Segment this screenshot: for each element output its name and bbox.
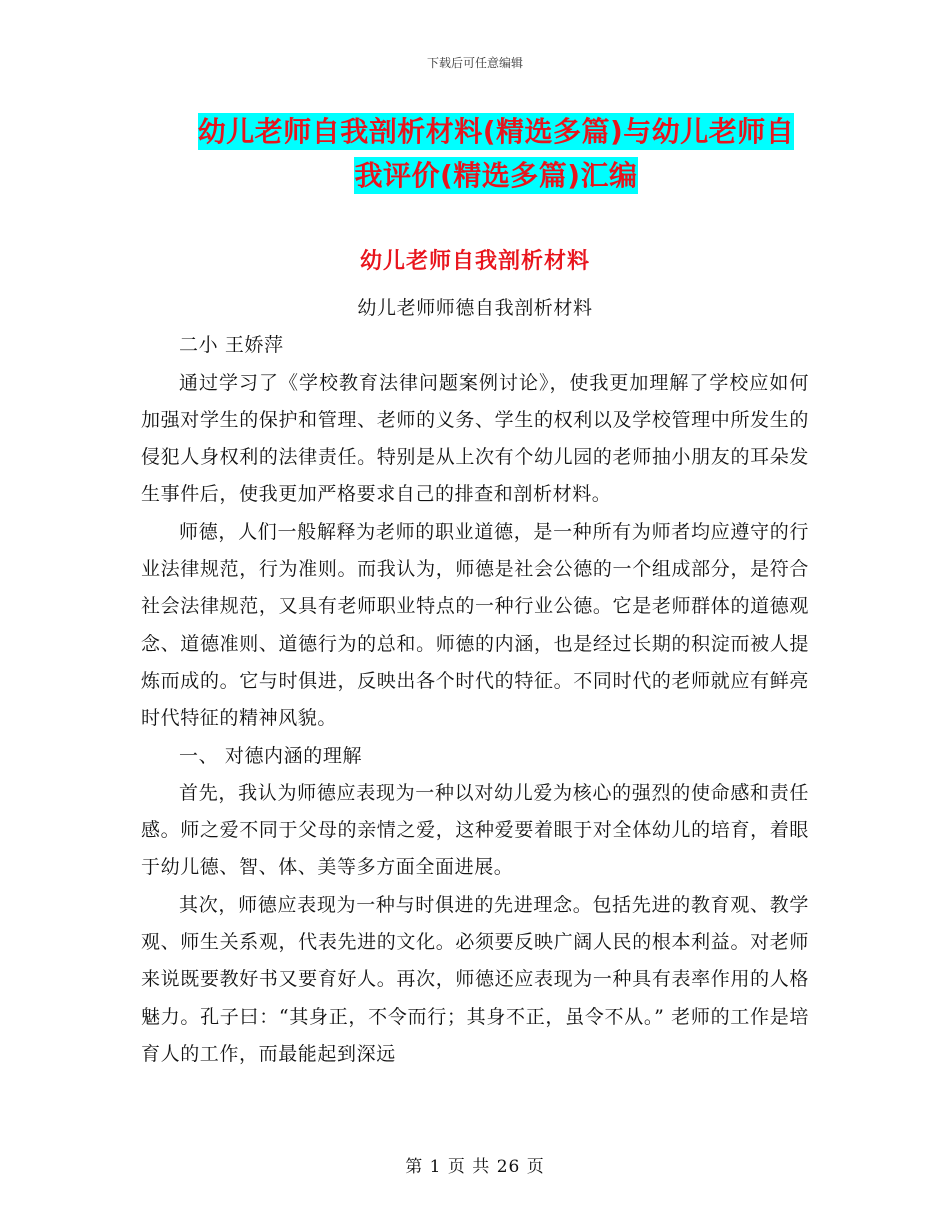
header-note: 下载后可任意编辑 (426, 56, 523, 70)
paragraph-2: 师德，人们一般解释为老师的职业道德，是一种所有为师者均应遵守的行业法律规范，行为准则。而我认为，师德是社会公德的一个组成部分，是符合社会法律规范，又具有老师职业特点的一种行业公德。它是老师群体的道德观念、道德准则、道德行为的总和。师德的内涵，也是经过长期的积淀而被人提炼而成的。它与时俱进，反映出各个时代的特征。不同时代的老师就应有鲜亮时代特征的精神风貌。 (141, 520, 809, 730)
subtitle: 幼儿老师师德自我剖析材料 (357, 297, 593, 319)
page-number: 第 1 页 共 26 页 (405, 1157, 545, 1177)
document-title-text: 幼儿老师自我剖析材料(精选多篇)与幼儿老师自我评价(精选多篇)汇编 (197, 115, 795, 192)
paragraph-1: 通过学习了《学校教育法律问题案例讨论》，使我更加理解了学校应如何加强对学生的保护和管理、老师的义务、学生的权利以及学校管理中所发生的侵犯人身权利的法律责任。特别是从上次有个幼儿园的老师抽小朋友的耳朵发生事件后，使我更加严格要求自己的排查和剖析材料。 (141, 371, 809, 506)
section-title: 幼儿老师自我剖析材料 (359, 249, 590, 274)
paragraph-4: 其次，师德应表现为一种与时俱进的先进理念。包括先进的教育观、教学观、师生关系观，代表先进的文化。必须要反映广阔人民的根本利益。对老师来说既要教好书又要育好人。再次，师德还应表现为一种具有表率作用的人格魅力。孔子曰：“其身正，不令而行；其身不正，虽令不从。” 老师的工作是培育人的工作，而最能起到深远 (141, 893, 809, 1065)
document-title (190, 110, 802, 198)
author-line: 二小 王娇萍 (179, 334, 284, 357)
document-body (141, 290, 809, 1073)
heading-1: 一、 对德内涵的理解 (179, 744, 363, 767)
paragraph-3: 首先，我认为师德应表现为一种以对幼儿爱为核心的强烈的使命感和责任感。师之爱不同于父母的亲情之爱，这种爱要着眼于对全体幼儿的培育，着眼于幼儿德、智、体、美等多方面全面进展。 (141, 781, 809, 879)
